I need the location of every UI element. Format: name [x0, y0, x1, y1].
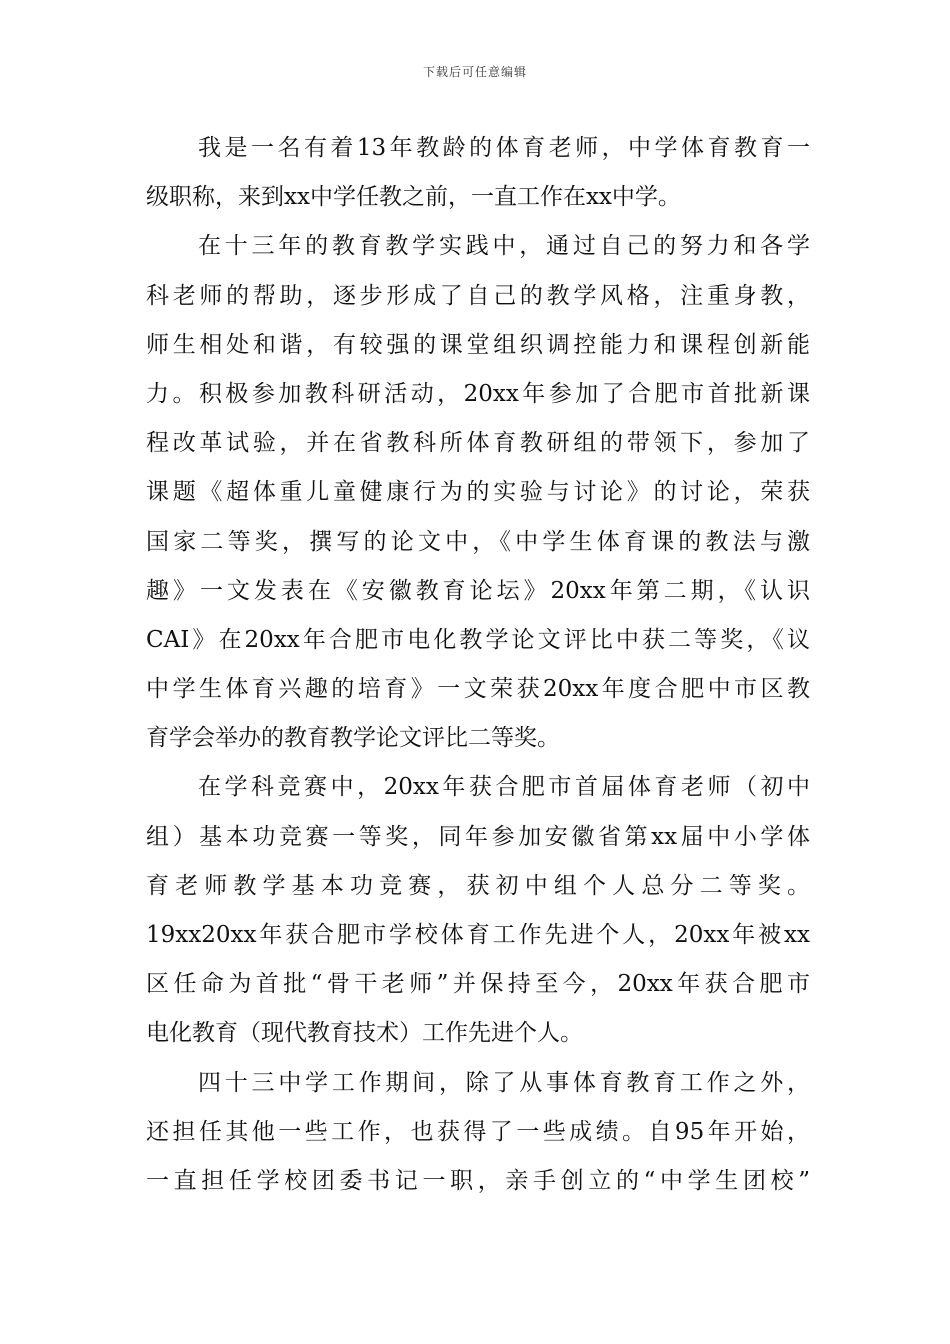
text-line: 育老师教学基本功竞赛，获初中组个人总分二等奖。	[146, 872, 810, 899]
text-line: 还担任其他一些工作，也获得了一些成绩。自95年开始，	[146, 1118, 810, 1145]
text-line: 19xx20xx年获合肥市学校体育工作先进个人，20xx年被xx	[146, 922, 810, 948]
text-line: 一直担任学校团委书记一职，亲手创立的“中学生团校”	[146, 1167, 810, 1194]
paragraph	[146, 222, 810, 763]
text-line: 我是一名有着13年教龄的体育老师，中学体育教育一	[198, 135, 810, 161]
text-line: 国家二等奖，撰写的论文中，《中学生体育课的教法与激	[146, 528, 810, 555]
text-line: 程改革试验，并在省教科所体育教研组的带领下，参加了	[146, 430, 810, 457]
paragraph	[146, 1059, 810, 1207]
text-line: 在学科竞赛中，20xx年获合肥市首届体育老师（初中	[198, 774, 810, 801]
text-line: 组）基本功竞赛一等奖，同年参加安徽省第xx届中小学体	[146, 823, 810, 850]
text-line: 区任命为首批“骨干老师”并保持至今，20xx年获合肥市	[146, 971, 810, 998]
text-line: 育学会举办的教育教学论文评比二等奖。	[146, 725, 560, 752]
page-header: 下载后可任意编辑	[422, 65, 527, 79]
text-line: 中学生体育兴趣的培育》一文荣获20xx年度合肥中市区教	[146, 676, 810, 703]
text-line: 科老师的帮助，逐步形成了自己的教学风格，注重身教，	[146, 282, 810, 309]
text-line: 趣》一文发表在《安徽教育论坛》20xx年第二期，《认识	[146, 577, 810, 604]
paragraph	[146, 763, 810, 1058]
text-line: CAI》在20xx年合肥市电化教学论文评比中获二等奖，《议	[146, 626, 810, 653]
text-line: 四十三中学工作期间，除了从事体育教育工作之外，	[198, 1069, 810, 1096]
document-body	[146, 124, 810, 1206]
text-line: 课题《超体重儿童健康行为的实验与讨论》的讨论，荣获	[146, 479, 810, 506]
text-line: 力。积极参加教科研活动，20xx年参加了合肥市首批新课	[146, 380, 810, 407]
text-line: 级职称，来到xx中学任教之前，一直工作在xx中学。	[146, 184, 681, 211]
text-line: 电化教育（现代教育技术）工作先进个人。	[146, 1020, 583, 1047]
text-line: 师生相处和谐，有较强的课堂组织调控能力和课程创新能	[146, 331, 810, 358]
text-line: 在十三年的教育教学实践中，通过自己的努力和各学	[198, 233, 810, 260]
paragraph	[146, 124, 810, 222]
